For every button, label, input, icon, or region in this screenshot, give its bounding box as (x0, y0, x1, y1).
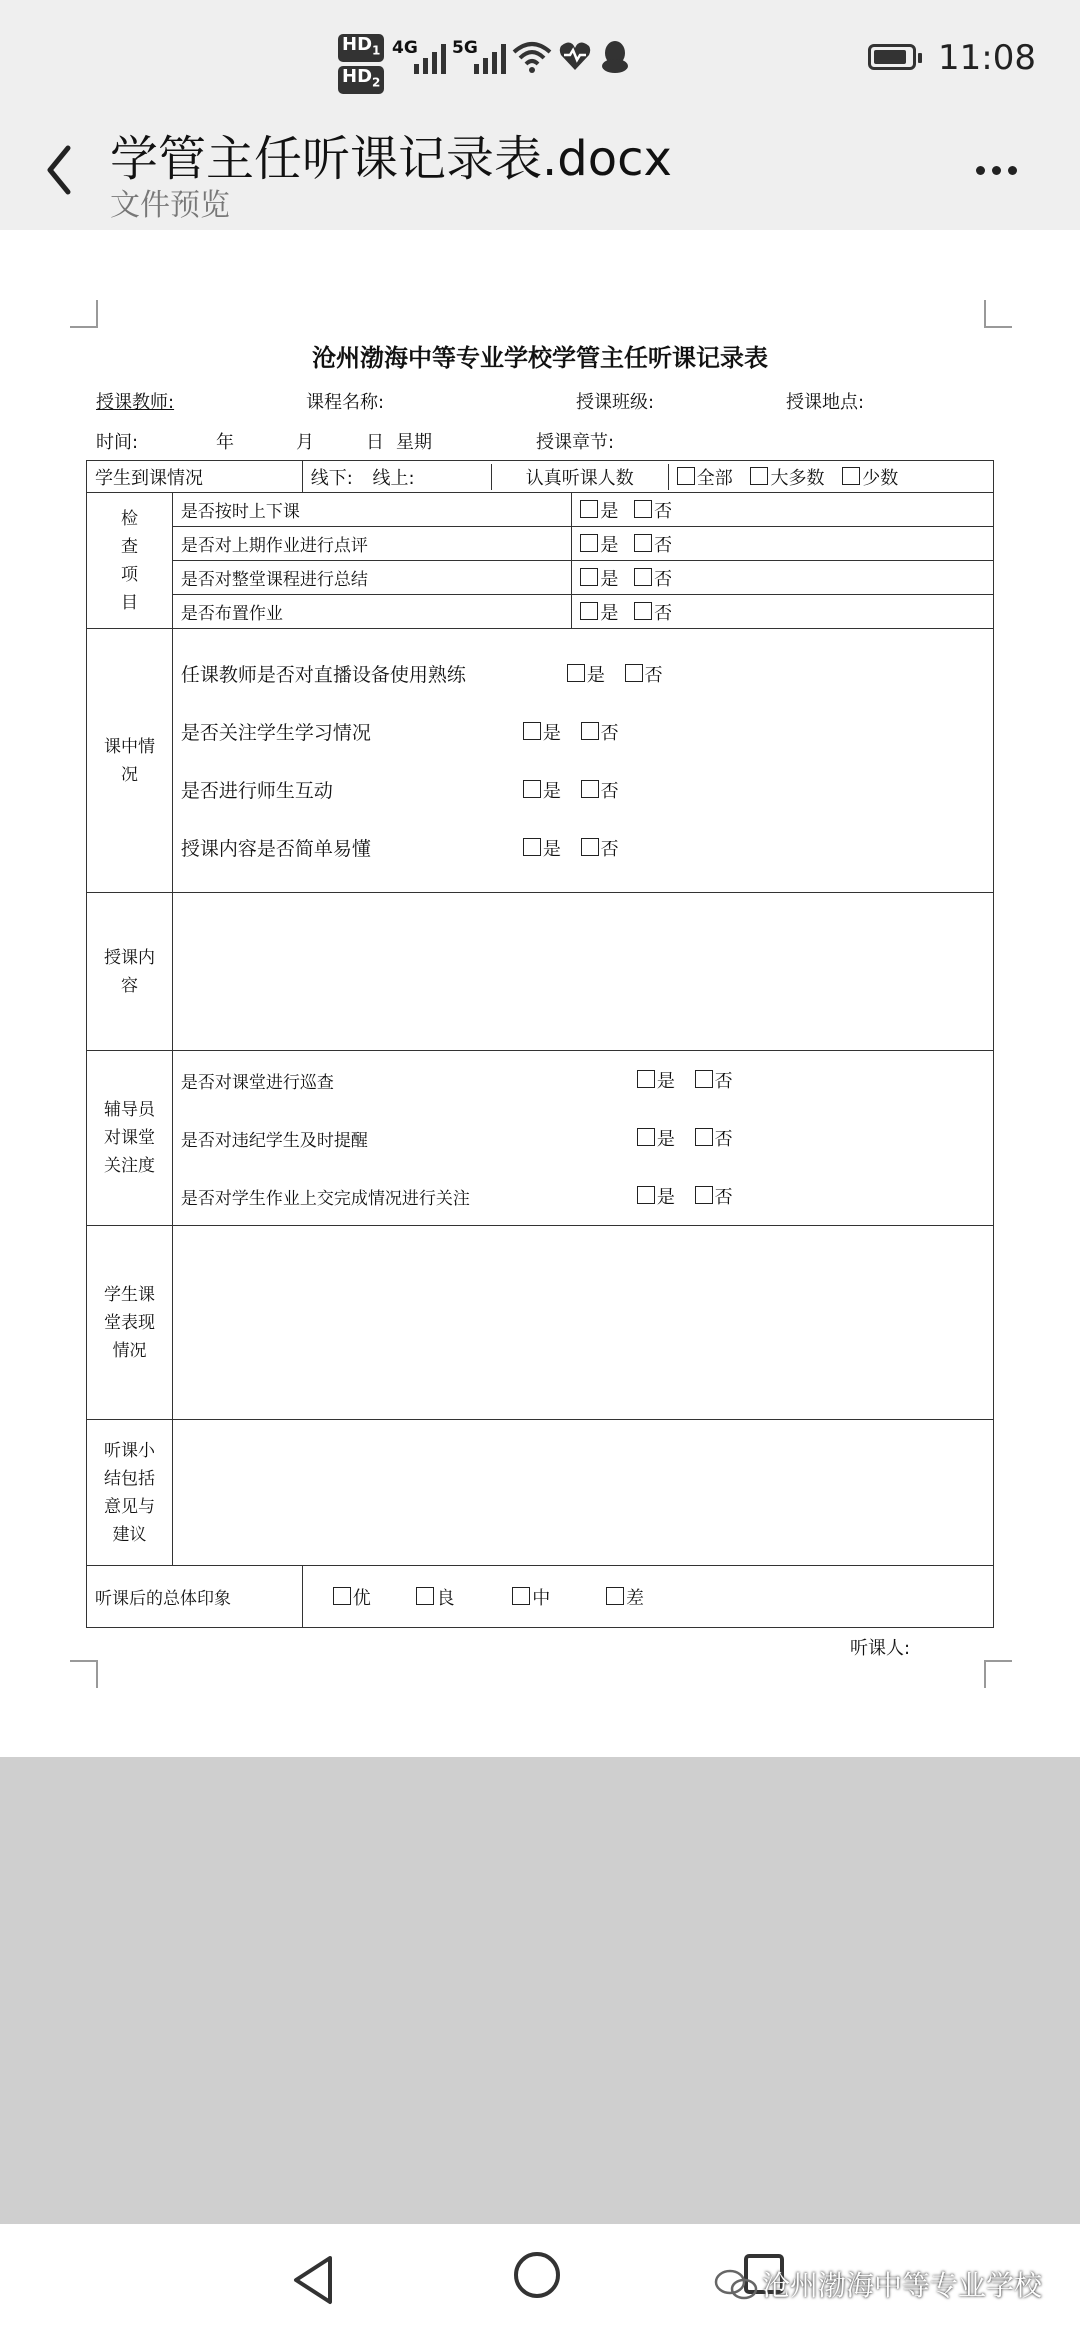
counselor-row (87, 1051, 994, 1226)
hd-label-2: HD (342, 66, 373, 87)
wechat-icon (714, 2268, 758, 2302)
check-item-2-options: 是 否 (572, 527, 994, 561)
impression-label: 听课后的总体印象 (87, 1566, 303, 1628)
in-class-item-2: 是否关注学生学习情况 (180, 722, 371, 744)
document-subtitle: 文件预览 (110, 188, 230, 223)
check-items-label: 检 查 项 目 (87, 493, 173, 629)
form-title: 沧州渤海中等专业学校学管主任听课记录表 (312, 344, 768, 372)
check-item-4-options: 是 否 (572, 595, 994, 629)
no-checkbox[interactable] (634, 500, 652, 518)
check-row (87, 595, 994, 629)
no-checkbox[interactable] (634, 534, 652, 552)
sim1-generation: 4G (392, 38, 418, 58)
clock: 11:08 (938, 38, 1036, 78)
year-label: 年 (216, 432, 234, 453)
check-item-1-options: 是 否 (572, 493, 994, 527)
check-item-3-options: 是 否 (572, 561, 994, 595)
yes-checkbox[interactable] (523, 722, 541, 740)
more-options-icon[interactable] (976, 160, 1024, 179)
summary-field[interactable] (172, 1420, 993, 1566)
in-class-items: 任课教师是否对直播设备使用熟练 是 否 是否关注学生学习情况 是 否 是否进行师生互动 是 否 授课内容是否简单易懂 是 否 (172, 629, 993, 893)
impression-option-poor[interactable]: 差 (606, 1588, 644, 1609)
yes-checkbox[interactable] (637, 1186, 655, 1204)
impression-row (87, 1566, 994, 1628)
performance-field[interactable] (172, 1226, 993, 1420)
counselor-item-2: 是否对违纪学生及时提醒 (180, 1130, 368, 1151)
no-checkbox[interactable] (634, 568, 652, 586)
day-label: 日 (366, 432, 384, 453)
teacher-label: 授课教师: (96, 392, 175, 413)
attendance-option-all[interactable]: 全部 (677, 468, 733, 489)
check-row (87, 493, 994, 527)
nav-home-icon[interactable] (514, 2252, 560, 2298)
content-field[interactable] (172, 893, 993, 1051)
crop-mark-bottom-right (984, 1660, 1012, 1688)
check-item-4: 是否布置作业 (172, 595, 572, 629)
title-bar (0, 120, 1080, 230)
course-label: 课程名称: (306, 392, 385, 413)
performance-row (87, 1226, 994, 1420)
check-item-2: 是否对上期作业进行点评 (172, 527, 572, 561)
counselor-label: 辅导员 对课堂 关注度 (87, 1051, 173, 1226)
heart-rate-icon (558, 40, 592, 72)
attendance-row (87, 461, 994, 493)
in-class-label: 课中情 况 (87, 629, 173, 893)
attendance-option-most[interactable]: 大多数 (750, 468, 824, 489)
online-label: 线上: (372, 467, 415, 489)
no-checkbox[interactable] (581, 722, 599, 740)
yes-checkbox[interactable] (580, 568, 598, 586)
summary-label: 听课小 结包括 意见与 建议 (87, 1420, 173, 1566)
check-item-1: 是否按时上下课 (172, 493, 572, 527)
time-label: 时间: (96, 432, 139, 453)
month-label: 月 (296, 432, 314, 453)
checkbox-few[interactable] (842, 467, 860, 485)
battery-icon (868, 44, 916, 70)
qq-icon (600, 40, 630, 74)
empty-preview-area (0, 1757, 1080, 2224)
no-checkbox[interactable] (695, 1070, 713, 1088)
yes-checkbox[interactable] (637, 1070, 655, 1088)
impression-option-good[interactable]: 良 (416, 1588, 454, 1609)
hd-badge-2: $HD_2$ (338, 66, 384, 94)
back-icon[interactable] (40, 140, 80, 200)
status-bar (0, 0, 1080, 120)
yes-checkbox[interactable] (580, 602, 598, 620)
yes-checkbox[interactable] (523, 838, 541, 856)
counselor-item-3: 是否对学生作业上交完成情况进行关注 (180, 1188, 470, 1209)
in-class-item-4: 授课内容是否简单易懂 (180, 838, 371, 860)
no-checkbox[interactable] (634, 602, 652, 620)
listener-label: 听课人: (850, 1638, 911, 1659)
no-checkbox[interactable] (695, 1186, 713, 1204)
impression-option-excellent[interactable]: 优 (333, 1588, 371, 1609)
in-class-row (87, 629, 994, 893)
watermark: 沧州渤海中等专业学校 (762, 2269, 1043, 2302)
navigation-bar (0, 2224, 1080, 2338)
yes-checkbox[interactable] (580, 500, 598, 518)
listen-count-label: 认真听课人数 (525, 467, 634, 489)
counselor-item-1: 是否对课堂进行巡查 (180, 1072, 334, 1093)
check-item-3: 是否对整堂课程进行总结 (172, 561, 572, 595)
class-label: 授课班级: (576, 392, 655, 413)
attendance-label-cell (87, 461, 303, 493)
summary-row (87, 1420, 994, 1566)
nav-back-icon[interactable] (290, 2254, 336, 2306)
in-class-item-1: 任课教师是否对直播设备使用熟练 (180, 664, 466, 686)
content-label: 授课内 容 (87, 893, 173, 1051)
lecture-record-table (86, 460, 994, 1628)
yes-checkbox[interactable] (567, 664, 585, 682)
performance-label: 学生课 堂表现 情况 (87, 1226, 173, 1420)
no-checkbox[interactable] (695, 1128, 713, 1146)
check-row (87, 561, 994, 595)
impression-option-fair[interactable]: 中 (512, 1588, 550, 1609)
location-label: 授课地点: (786, 392, 865, 413)
weekday-label: 星期 (396, 432, 432, 453)
hd-badge-1: $HD_1$ (338, 34, 384, 62)
no-checkbox[interactable] (581, 780, 599, 798)
content-row (87, 893, 994, 1051)
crop-mark-bottom-left (70, 1660, 98, 1688)
checkbox-all[interactable] (677, 467, 695, 485)
impression-options (302, 1566, 993, 1628)
wifi-icon (512, 40, 552, 74)
check-row (87, 527, 994, 561)
attendance-label: 学生到课情况 (95, 467, 203, 489)
chapter-label: 授课章节: (536, 432, 615, 453)
in-class-item-3: 是否进行师生互动 (180, 780, 333, 802)
yes-checkbox[interactable] (523, 780, 541, 798)
sim2-generation: 5G (452, 38, 478, 58)
yes-checkbox[interactable] (637, 1128, 655, 1146)
no-checkbox[interactable] (581, 838, 599, 856)
crop-mark-top-left (70, 300, 98, 328)
crop-mark-top-right (984, 300, 1012, 328)
offline-label: 线下: (310, 467, 353, 489)
no-checkbox[interactable] (625, 664, 643, 682)
yes-checkbox[interactable] (580, 534, 598, 552)
checkbox-most[interactable] (750, 467, 768, 485)
counselor-items: 是否对课堂进行巡查 是 否 是否对违纪学生及时提醒 是 否 是否对学生作业上交完成情况进行关注 是 否 (172, 1051, 993, 1226)
document-title: 学管主任听课记录表.docx (110, 131, 672, 187)
attendance-values-cell (302, 461, 993, 493)
hd-label-1: HD (342, 34, 373, 55)
attendance-option-few[interactable]: 少数 (842, 468, 898, 489)
